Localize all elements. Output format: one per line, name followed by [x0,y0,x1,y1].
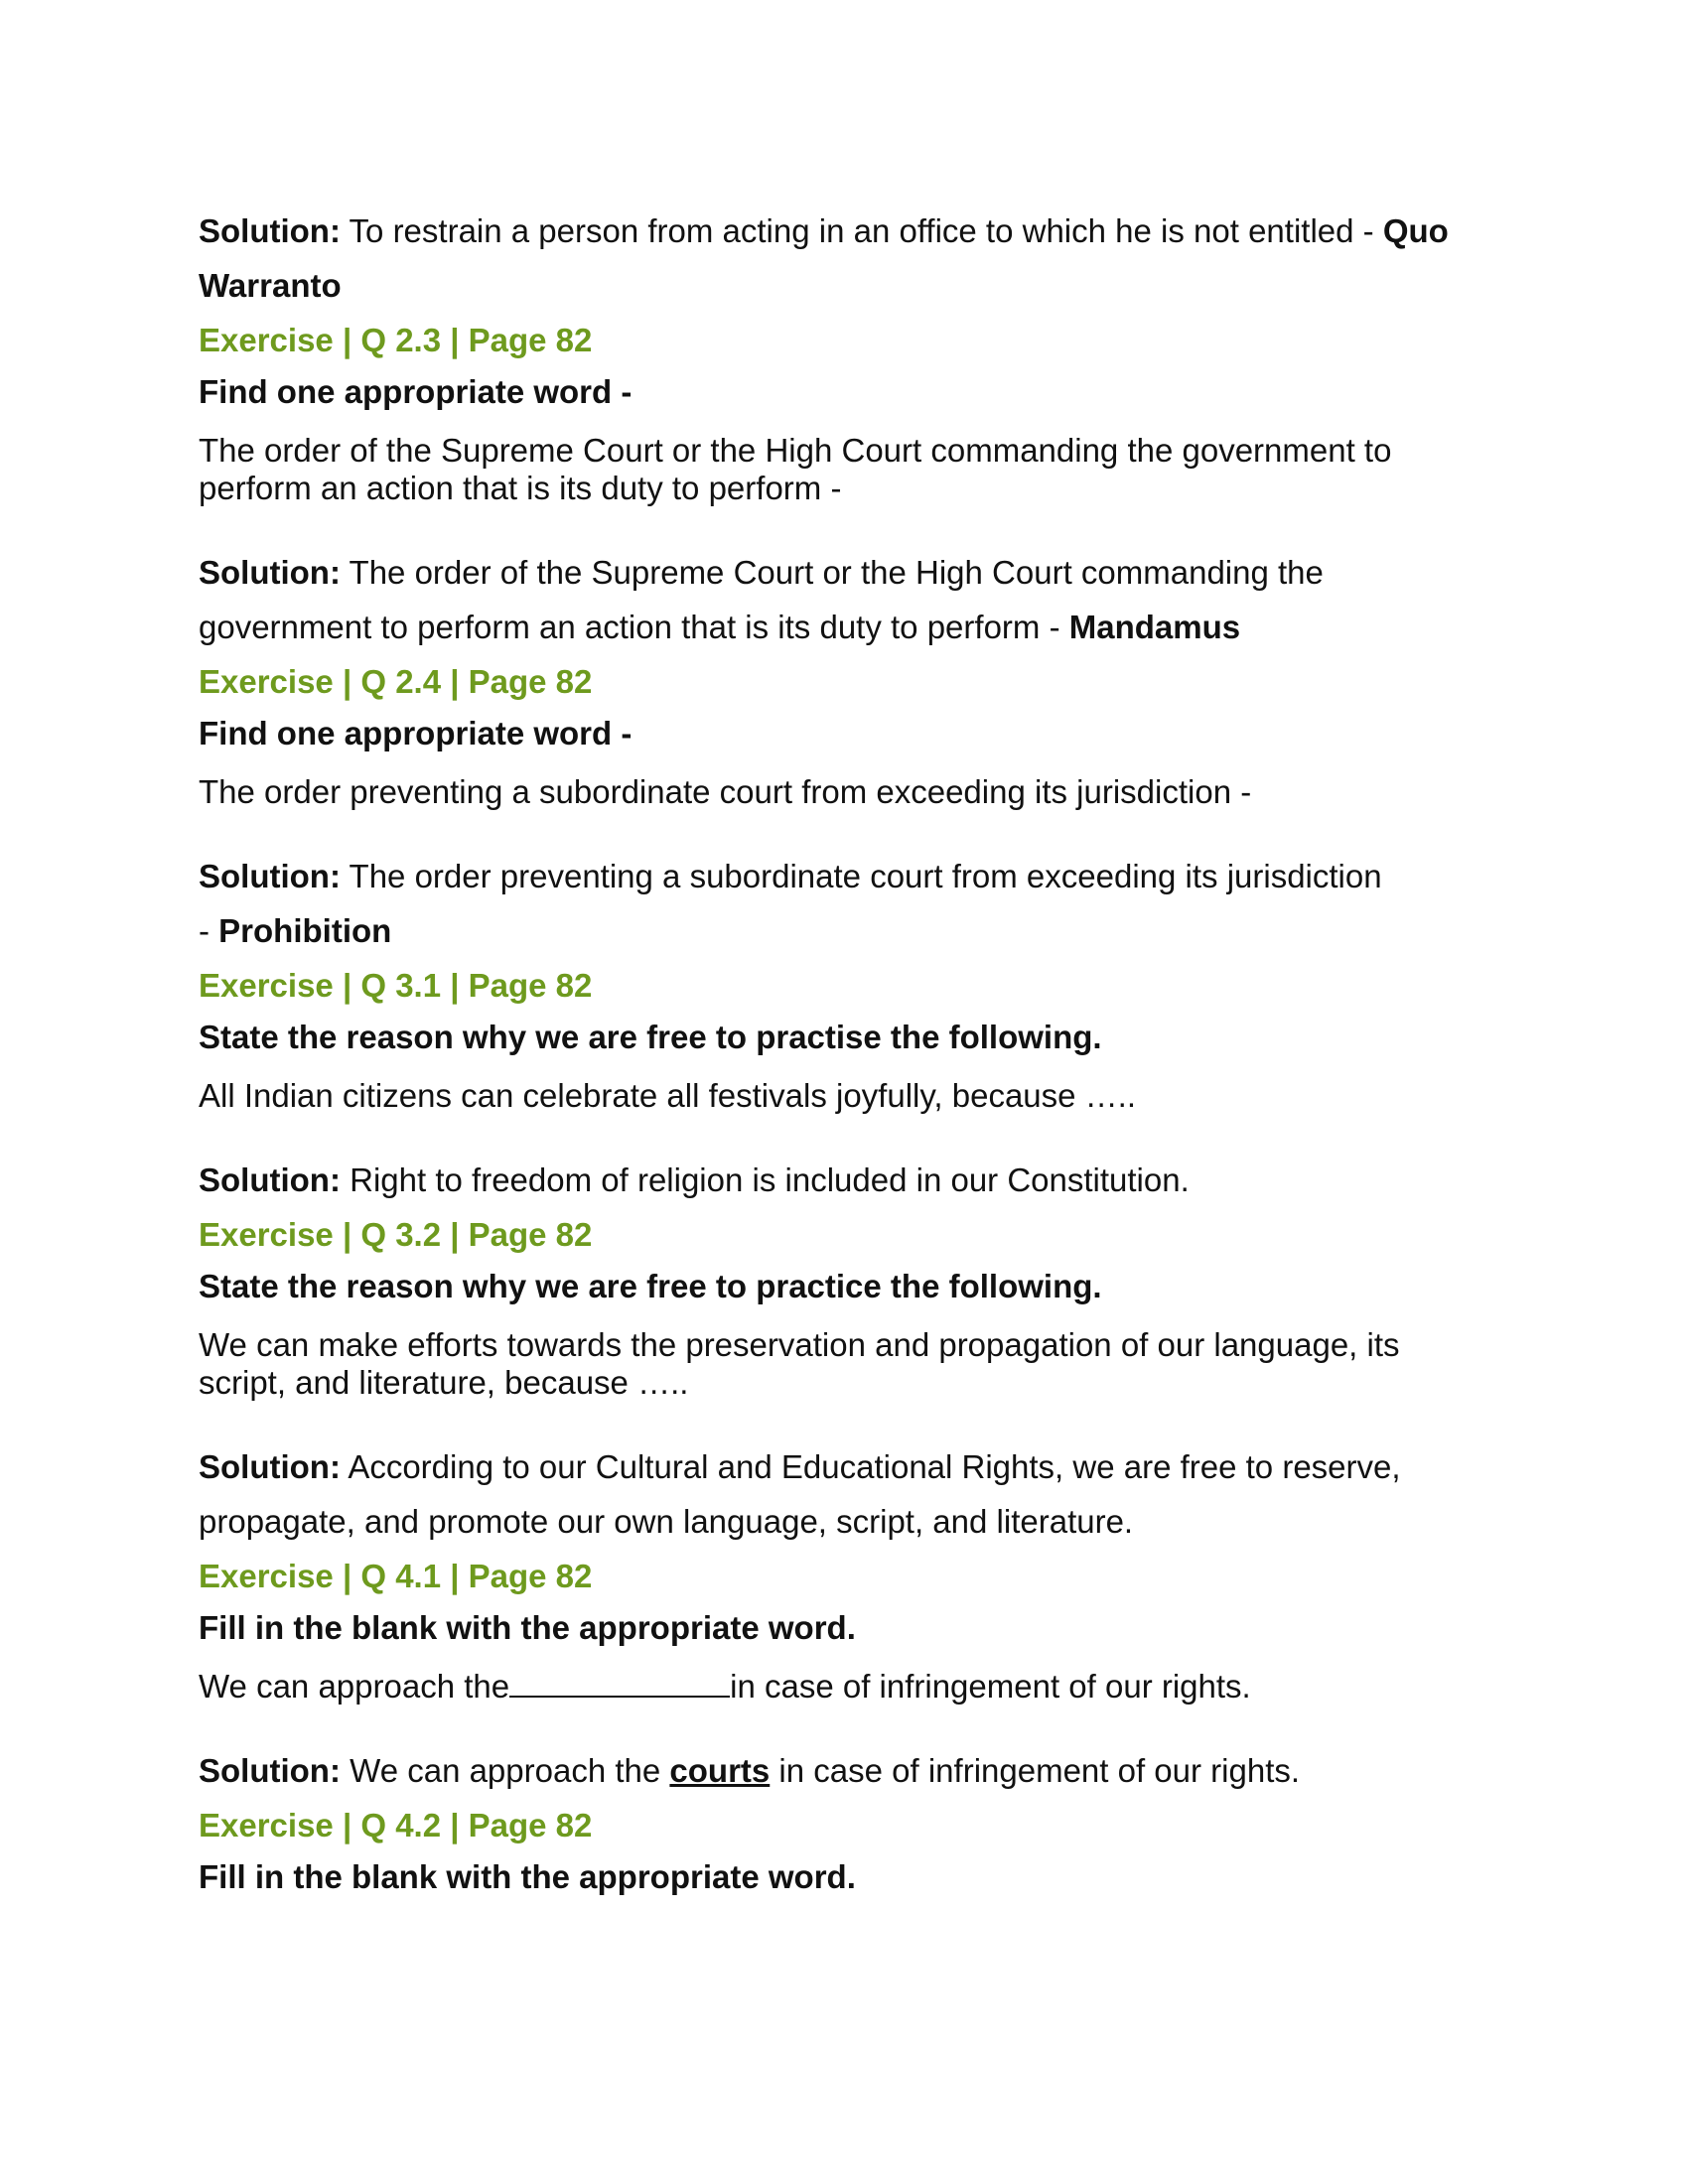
solution-paragraph: Solution: The order preventing a subordinate court from exceeding its jurisdiction [199,858,1382,894]
question-prompt: State the reason why we are free to practise the following. [199,1019,1102,1055]
question-prompt: Fill in the blank with the appropriate word. [199,1609,856,1646]
question-text: All Indian citizens can celebrate all festivals joyfully, because ….. [199,1077,1137,1114]
solution-answer: courts [669,1752,771,1789]
solution-label: Solution: [199,1448,341,1485]
question-text: The order of the Supreme Court or the High Court commanding the government to perform an action that is its duty to perform - [199,432,1392,506]
question-prompt: State the reason why we are free to practice the following. [199,1268,1102,1304]
solution-label: Solution: [199,212,341,249]
solution-paragraph [199,204,1489,258]
solution-text: To restrain a person from acting in an office to which he is not entitled - [340,212,1383,249]
question-text: We can approach the in case of infringement of our rights. [199,1668,1251,1705]
solution-label: Solution: [199,858,341,894]
solution-answer: Mandamus [1068,609,1241,645]
solution-label: Solution: [199,554,341,591]
exercise-heading-q4-2: Exercise | Q 4.2 | Page 82 [199,1807,593,1843]
fill-in-blank [509,1668,730,1698]
solution-paragraph-continued: government to perform an action that is its duty to perform - Mandamus [199,609,1241,645]
solution-answer-continued: Warranto [199,267,342,304]
exercise-heading-q4-1: Exercise | Q 4.1 | Page 82 [199,1558,593,1594]
solution-answer: Prohibition [218,912,392,949]
exercise-heading-q3-2: Exercise | Q 3.2 | Page 82 [199,1216,593,1253]
exercise-heading-q2-4: Exercise | Q 2.4 | Page 82 [199,663,593,700]
question-text: The order preventing a subordinate court from exceeding its jurisdiction - [199,773,1252,810]
solution-label: Solution: [199,1161,341,1198]
exercise-heading-q2-3: Exercise | Q 2.3 | Page 82 [199,322,593,358]
solution-paragraph: Solution: According to our Cultural and Educational Rights, we are free to reserve, [199,1448,1401,1485]
solution-label: Solution: [199,1752,341,1789]
question-prompt: Find one appropriate word - [199,715,633,751]
solution-paragraph: Solution: We can approach the courts in case of infringement of our rights. [199,1752,1301,1789]
solution-paragraph: Solution: The order of the Supreme Court or the High Court commanding the [199,554,1324,591]
exercise-heading-q3-1: Exercise | Q 3.1 | Page 82 [199,967,593,1004]
solution-paragraph-continued: propagate, and promote our own language, script, and literature. [199,1503,1134,1540]
solution-answer: Quo [1382,212,1449,249]
solution-paragraph-continued: - Prohibition [199,912,392,949]
question-text: We can make efforts towards the preservation and propagation of our language, its script, and literature, because ….. [199,1326,1400,1401]
document-page [199,204,1489,1917]
question-prompt: Find one appropriate word - [199,373,633,410]
question-prompt: Fill in the blank with the appropriate word. [199,1858,856,1895]
solution-paragraph: Solution: Right to freedom of religion is included in our Constitution. [199,1161,1190,1198]
